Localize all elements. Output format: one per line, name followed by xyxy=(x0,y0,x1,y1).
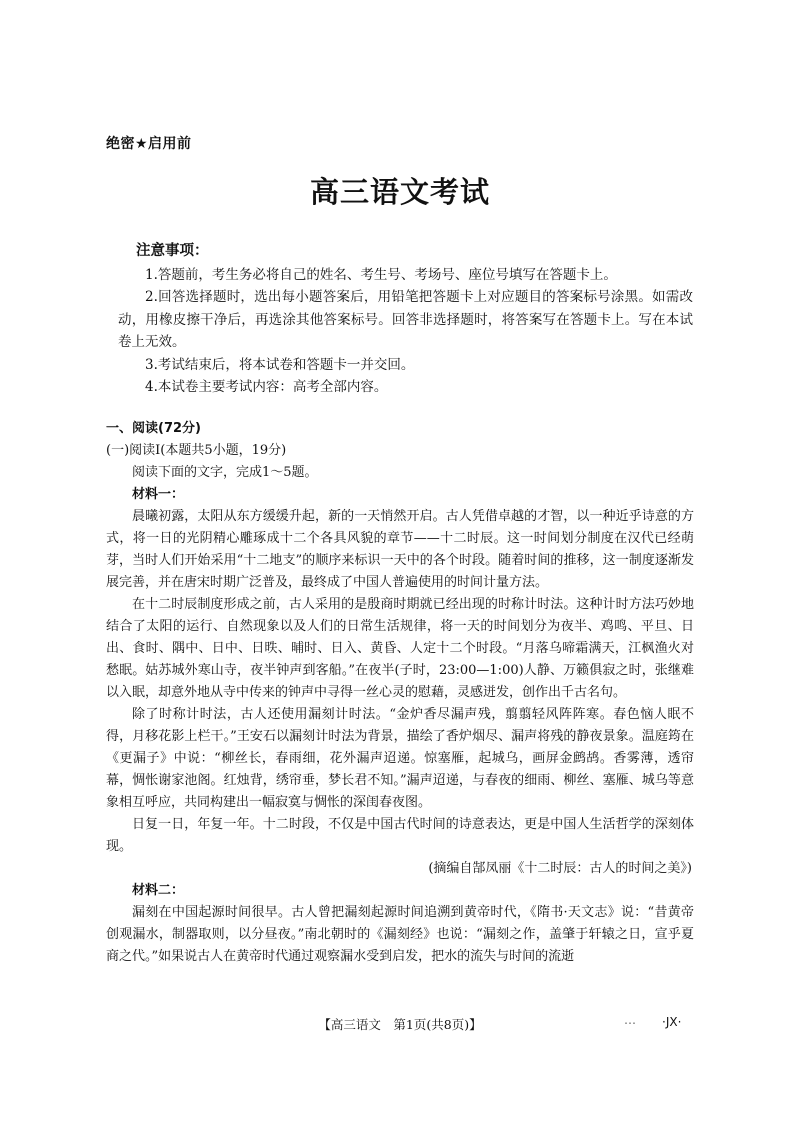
exam-title: 高三语文考试 xyxy=(309,175,490,209)
material1-paragraph: 日复一日，年复一年。十二时段，不仅是中国古代时间的诗意表达，更是中国人生活哲学的深刻体现。 xyxy=(106,817,694,854)
notice-item: 1.答题前，考生务必将自己的姓名、考生号、考场号、座位号填写在答题卡上。 xyxy=(145,266,617,283)
reading-section xyxy=(106,418,694,968)
footer-code: ·JX· xyxy=(662,1015,682,1029)
material1-paragraph: 除了时称计时法，古人还使用漏刻计时法。“金炉香尽漏声残，翦翦轻风阵阵寒。春色恼人眠不得，月移花影上栏干。”王安石以漏刻计时法为背景，描绘了香炉烟尽、漏声将残的静夜景象。温庭筠在《更漏子》中说：“柳丝长，春雨细，花外漏声迢递。惊塞雁，起城乌，画屏金鹧鸪。香雾薄，透帘幕，惆怅谢家池阁。红烛背，绣帘垂，梦长君不知。”漏声迢递，与春夜的细雨、柳丝、塞雁、城乌等意象相互呼应，共同构建出一幅寂寞与惆怅的深闺春夜图。 xyxy=(106,707,694,810)
instruction-text: 阅读下面的文字，完成1～5题。 xyxy=(132,465,318,480)
material2-paragraph: 漏刻在中国起源时间很早。古人曾把漏刻起源时间追溯到黄帝时代，《隋书·天文志》说：“昔黄帝创观漏水，制器取则，以分昼夜。”南北朝时的《漏刻经》也说：“漏刻之作，盖肇于轩辕之日，宣乎夏商之代。”如果说古人在黄帝时代通过观察漏水受到启发，把水的流失与时间的流逝 xyxy=(106,905,694,964)
section-heading: 一、阅读(72分) xyxy=(106,421,201,436)
material1-heading: 材料一： xyxy=(132,487,185,502)
material2-heading: 材料二： xyxy=(132,883,185,898)
material1-source: (摘编自郜凤丽《十二时辰：古人的时间之美》) xyxy=(428,861,692,876)
notice-block xyxy=(118,240,693,399)
notice-item: 4.本试卷主要考试内容：高考全部内容。 xyxy=(145,379,388,395)
confidential-label: 绝密★启用前 xyxy=(106,136,192,152)
page-footer: 【高三语文 第1页(共8页)】 xyxy=(318,1017,482,1032)
notice-item: 3.考试结束后，将本试卷和答题卡一并交回。 xyxy=(145,356,415,373)
footer-dots: … xyxy=(624,1013,636,1027)
notice-item: 2.回答选择题时，选出每小题答案后，用铅笔把答题卡上对应题目的答案标号涂黑。如需改动，用橡皮擦干净后，再选涂其他答案标号。回答非选择题时，将答案写在答题卡上。写在本试卷上无效。 xyxy=(118,289,693,350)
material1-paragraph: 在十二时辰制度形成之前，古人采用的是殷商时期就已经出现的时称计时法。这种计时方法巧妙地结合了太阳的运行、自然现象以及人们的日常生活规律，将一天的时间划分为夜半、鸡鸣、平旦、日出、食时、隅中、日中、日昳、晡时、日入、黄昏、人定十二个时段。“月落乌啼霜满天，江枫渔火对愁眠。姑苏城外寒山寺，夜半钟声到客船。”在夜半(子时，23:00—1:00)人静、万籁俱寂之时，张继难以入眠，却意外地从寺中传来的钟声中寻得一丝心灵的慰藉，灵感迸发，创作出千古名句。 xyxy=(106,597,694,700)
material1-paragraph: 晨曦初露，太阳从东方缓缓升起，新的一天悄然开启。古人凭借卓越的才智，以一种近乎诗意的方式，将一日的光阴精心雕琢成十二个各具风貌的章节——十二时辰。这一时间划分制度在汉代已经萌芽，当时人们开始采用“十二地支”的顺序来标识一天中的各个时段。随着时间的推移，这一制度逐渐发展完善，并在唐宋时期广泛普及，最终成了中国人普遍使用的时间计量方法。 xyxy=(106,509,694,590)
subsection-heading: (一)阅读Ⅰ(本题共5小题，19分) xyxy=(106,443,287,458)
notice-heading: 注意事项： xyxy=(136,243,209,259)
